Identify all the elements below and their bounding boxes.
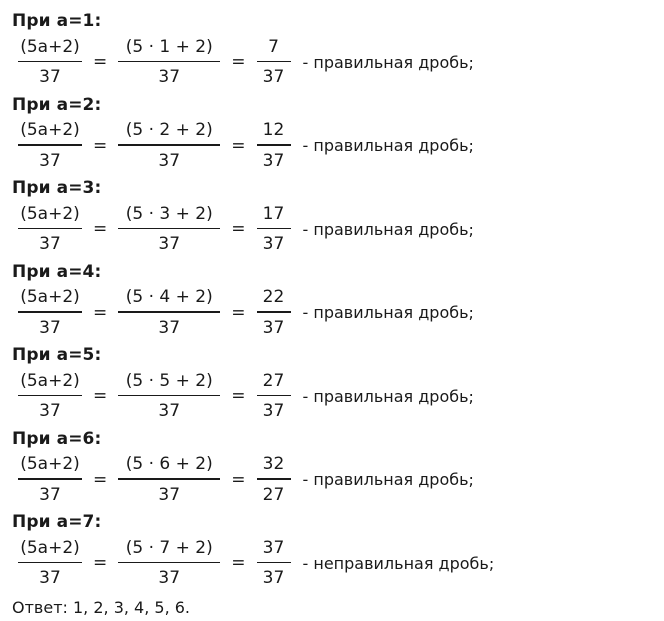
fraction-description: - неправильная дробь; (302, 553, 495, 573)
equals-sign: = (93, 219, 108, 239)
fraction-description: - правильная дробь; (302, 136, 474, 155)
expression-fraction (18, 370, 82, 422)
result-numerator: 27 (262, 370, 285, 391)
substituted-numerator: (5 · 6 + 2) (125, 454, 213, 475)
case-block (12, 261, 664, 345)
case-heading: При a=6: (12, 428, 102, 449)
expression-numerator: (5a+2) (20, 203, 80, 224)
equals-sign: = (93, 469, 108, 490)
case-block (12, 177, 664, 261)
case-block (12, 511, 664, 595)
expression-numerator: (5a+2) (20, 537, 80, 558)
substituted-denominator: 37 (158, 568, 181, 589)
expression-denominator: 37 (39, 317, 61, 338)
result-fraction (257, 537, 291, 589)
result-numerator: 37 (262, 537, 285, 558)
expression-fraction (18, 36, 82, 88)
result-fraction (257, 36, 291, 88)
result-fraction (257, 203, 291, 255)
result-denominator: 37 (262, 568, 285, 589)
equation-row (12, 32, 664, 92)
expression-numerator: (5a+2) (20, 36, 80, 57)
substituted-fraction (118, 286, 220, 338)
expression-fraction (18, 537, 82, 589)
case-heading: При a=5: (12, 345, 102, 365)
cases-list (12, 10, 664, 595)
result-numerator: 22 (262, 287, 285, 308)
expression-fraction (18, 286, 82, 338)
equals-sign: = (231, 553, 246, 573)
substituted-numerator: (5 · 3 + 2) (125, 203, 213, 224)
answer-text: Ответ: 1, 2, 3, 4, 5, 6. (12, 597, 191, 617)
result-denominator: 37 (262, 401, 285, 422)
equals-sign: = (93, 302, 108, 323)
result-numerator: 12 (262, 120, 285, 141)
equals-sign: = (93, 386, 108, 406)
expression-numerator: (5a+2) (20, 370, 80, 391)
equals-sign: = (231, 469, 246, 490)
result-fraction (257, 370, 291, 422)
expression-denominator: 37 (39, 401, 61, 422)
result-numerator: 32 (262, 454, 285, 475)
equation-row (12, 450, 664, 510)
equals-sign: = (231, 135, 246, 156)
substituted-denominator: 37 (158, 234, 181, 255)
equals-sign: = (93, 52, 108, 72)
expression-numerator: (5a+2) (20, 454, 80, 475)
result-fraction (257, 286, 291, 338)
substituted-fraction (118, 453, 220, 505)
result-denominator: 27 (262, 484, 285, 505)
case-heading: При a=3: (12, 178, 102, 198)
substituted-denominator: 37 (158, 67, 181, 88)
case-block (12, 428, 664, 512)
fraction-description: - правильная дробь; (302, 219, 474, 239)
case-block (12, 344, 664, 428)
substituted-fraction (118, 36, 220, 88)
substituted-numerator: (5 · 5 + 2) (125, 370, 213, 391)
expression-fraction (18, 119, 82, 171)
substituted-denominator: 37 (158, 150, 181, 171)
equation-row (12, 533, 664, 593)
substituted-denominator: 37 (158, 317, 181, 338)
equation-row (12, 283, 664, 343)
substituted-fraction (118, 537, 220, 589)
case-block (12, 10, 664, 94)
expression-denominator: 37 (39, 484, 61, 505)
substituted-numerator: (5 · 7 + 2) (125, 537, 213, 558)
substituted-numerator: (5 · 2 + 2) (125, 120, 213, 141)
fraction-description: - правильная дробь; (302, 386, 474, 406)
case-heading: При a=4: (12, 261, 102, 282)
fraction-description: - правильная дробь; (302, 52, 474, 72)
fraction-description: - правильная дробь; (302, 303, 474, 322)
expression-fraction (18, 453, 82, 505)
expression-denominator: 37 (39, 568, 61, 589)
equals-sign: = (231, 219, 246, 239)
equals-sign: = (231, 52, 246, 72)
result-numerator: 17 (262, 203, 285, 224)
result-denominator: 37 (262, 150, 285, 171)
substituted-fraction (118, 370, 220, 422)
equals-sign: = (231, 386, 246, 406)
equals-sign: = (93, 135, 108, 156)
substituted-denominator: 37 (158, 401, 181, 422)
equation-row (12, 116, 664, 176)
case-heading: При a=1: (12, 11, 102, 31)
result-numerator: 7 (268, 36, 279, 57)
fraction-description: - правильная дробь; (302, 470, 474, 489)
case-heading: При a=2: (12, 94, 102, 115)
result-denominator: 37 (262, 234, 285, 255)
substituted-numerator: (5 · 1 + 2) (125, 36, 213, 57)
expression-numerator: (5a+2) (20, 287, 80, 308)
substituted-numerator: (5 · 4 + 2) (125, 287, 213, 308)
expression-denominator: 37 (39, 234, 61, 255)
equation-row (12, 199, 664, 259)
substituted-fraction (118, 203, 220, 255)
expression-numerator: (5a+2) (20, 120, 80, 141)
expression-fraction (18, 203, 82, 255)
result-denominator: 37 (262, 67, 285, 88)
case-heading: При a=7: (12, 512, 102, 532)
equals-sign: = (93, 553, 108, 573)
expression-denominator: 37 (39, 150, 61, 171)
result-denominator: 37 (262, 317, 285, 338)
equals-sign: = (231, 302, 246, 323)
equation-row (12, 366, 664, 426)
result-fraction (257, 453, 291, 505)
substituted-fraction (118, 119, 220, 171)
case-block (12, 94, 664, 178)
substituted-denominator: 37 (158, 484, 181, 505)
result-fraction (257, 119, 291, 171)
expression-denominator: 37 (39, 67, 61, 88)
